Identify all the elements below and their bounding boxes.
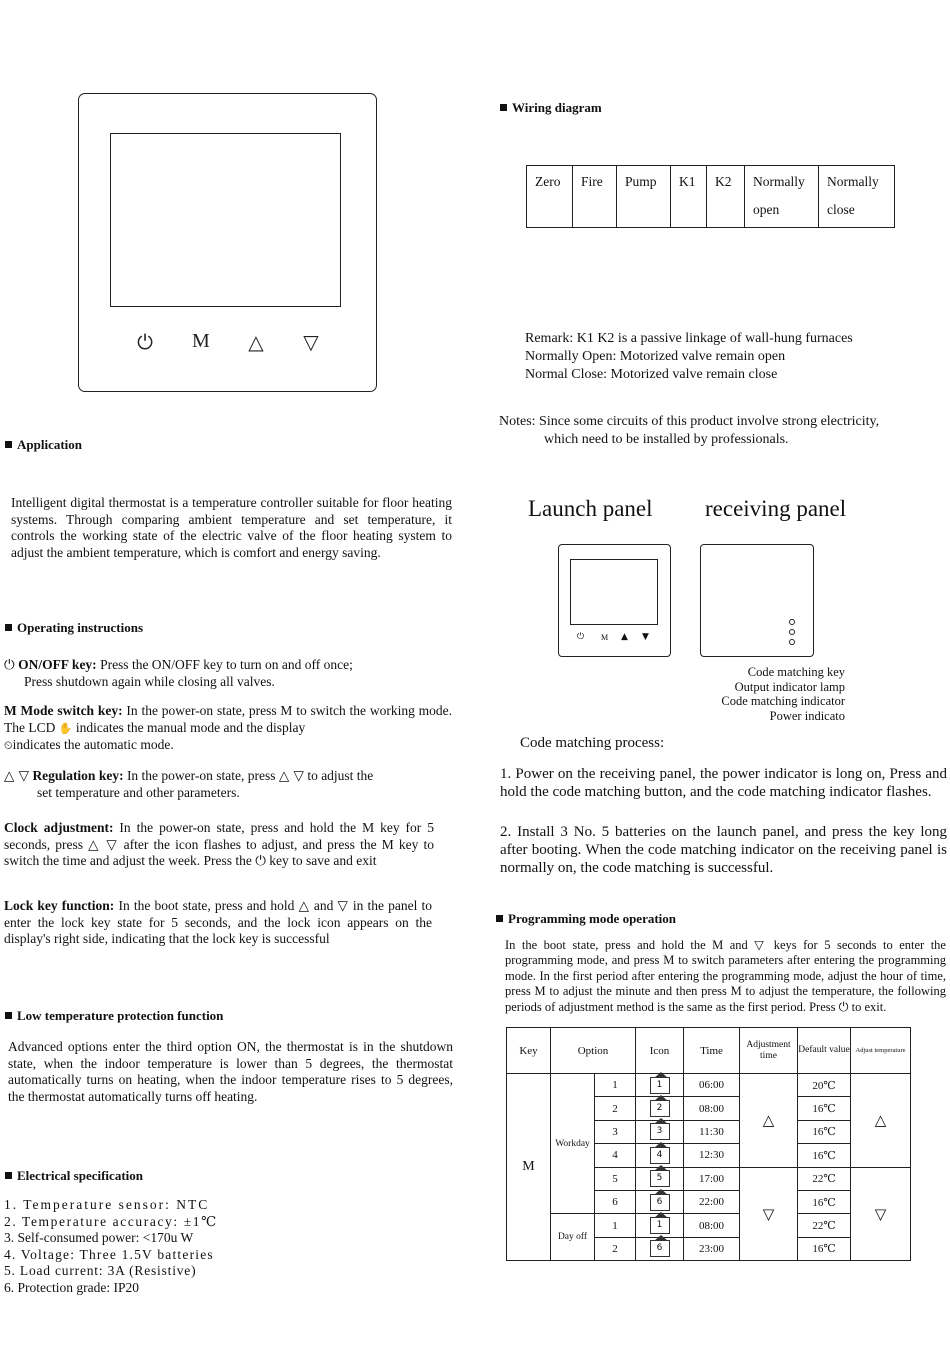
notes-line: Notes: Since some circuits of this product involve strong electricity, — [499, 414, 880, 429]
table-row — [507, 1074, 911, 1097]
house-icon: 3 — [650, 1123, 670, 1140]
up-down-icon: △ ▽ — [4, 768, 30, 784]
onoff-key-text: ⏻ ON/OFF key: Press the ON/OFF key to turn on and off once; Press shutdown again while closing all valves. — [4, 657, 353, 689]
regulation-key-text: △ ▽ Regulation key: In the power-on state, press △ ▽ to adjust the set temperature and other parameters. — [4, 768, 374, 800]
house-icon: 6 — [650, 1194, 670, 1211]
thermostat-illustration — [78, 93, 377, 392]
spec-line: 1. Temperature sensor: NTC — [4, 1197, 210, 1212]
indicator-dot — [789, 639, 795, 645]
period-number: 2 — [595, 1097, 636, 1120]
terminal-cell: Zero — [527, 166, 573, 228]
workday-cell: Workday — [551, 1074, 595, 1214]
panel-label: Code matching indicator — [721, 694, 845, 708]
spec-line: 2. Temperature accuracy: ±1℃ — [4, 1213, 218, 1229]
period-number: 1 — [595, 1214, 636, 1237]
dayoff-cell: Day off — [551, 1214, 595, 1261]
mode-key-icon: M — [601, 633, 609, 642]
terminal-cell: Pump — [617, 166, 671, 228]
down-key-icon: ▽ — [303, 330, 319, 354]
adjust-time-up-icon: △ — [740, 1074, 798, 1168]
period-time: 22:00 — [684, 1190, 740, 1213]
key-cell: M — [507, 1074, 551, 1261]
launch-panel-screen — [570, 559, 658, 625]
period-temp: 16℃ — [798, 1190, 851, 1213]
period-time: 17:00 — [684, 1167, 740, 1190]
house-icon: 1 — [650, 1217, 670, 1234]
power-key-icon: ⏻ — [577, 632, 585, 642]
up-icon: △ — [298, 898, 310, 914]
panel-label: Power indicato — [769, 708, 845, 723]
programming-heading: Programming mode operation — [496, 911, 676, 927]
house-icon: 4 — [650, 1147, 670, 1164]
programming-table — [506, 1027, 911, 1261]
electrical-list — [4, 1197, 218, 1296]
power-icon: ⏻ — [4, 657, 15, 673]
period-icon — [636, 1190, 684, 1213]
adjust-temp-down-icon: ▽ — [851, 1167, 911, 1261]
header-adjustment-time: Adjustment time — [740, 1028, 798, 1074]
period-temp: 16℃ — [798, 1144, 851, 1167]
period-temp: 20℃ — [798, 1074, 851, 1097]
receiving-panel-labels — [640, 665, 845, 723]
house-icon: 1 — [650, 1077, 670, 1094]
terminal-cell: Fire — [573, 166, 617, 228]
house-icon: 5 — [650, 1170, 670, 1187]
spec-line: 5. Load current: 3A (Resistive) — [4, 1263, 197, 1278]
up-key-icon: ▲ — [621, 632, 628, 642]
panel-label: Code matching key — [747, 665, 845, 679]
lock-key-text: Lock key function: In the boot state, press and hold △ and ▽ in the panel to enter the lock key state for 5 seconds, and the lock icon appears on the display's right side, indicating that the lock key is successful — [4, 898, 432, 946]
adjust-time-down-icon: ▽ — [740, 1167, 798, 1261]
programming-text: In the boot state, press and hold the M and ▽ keys for 5 seconds to enter the programming mode, and press M to switch parameters after entering the programming mode. In the first period after entering the programming mode, adjust the hour of time, press M to adjust the minute and then press M to adjust the temperature, the following periods of adjustment method is the same as the first period. Press ⏻ to exit. — [505, 937, 946, 1015]
code-matching-step: 1. Power on the receiving panel, the power indicator is long on, Press and hold the code matching button, and the code matching indicator flashes. — [500, 766, 947, 800]
house-icon: 2 — [650, 1100, 670, 1117]
period-temp: 16℃ — [798, 1120, 851, 1143]
up-down-icon: △ ▽ — [88, 836, 119, 853]
period-number: 5 — [595, 1167, 636, 1190]
terminal-cell: K2 — [707, 166, 745, 228]
period-icon — [636, 1120, 684, 1143]
period-number: 2 — [595, 1237, 636, 1260]
header-key: Key — [507, 1028, 551, 1074]
panel-label: Output indicator lamp — [734, 679, 845, 694]
terminal-cell: K1 — [671, 166, 707, 228]
receiving-panel-illustration — [700, 544, 814, 657]
period-temp: 16℃ — [798, 1237, 851, 1260]
period-icon — [636, 1167, 684, 1190]
mode-key-icon: M — [192, 330, 210, 352]
period-temp: 22℃ — [798, 1167, 851, 1190]
wiring-remarks — [525, 330, 853, 384]
launch-panel-title: Launch panel — [528, 496, 653, 521]
down-key-icon: ▼ — [642, 632, 649, 642]
remark-line: Remark: K1 K2 is a passive linkage of wall-hung furnaces — [525, 331, 853, 346]
operating-heading: Operating instructions — [5, 620, 143, 636]
header-time: Time — [684, 1028, 740, 1074]
period-number: 4 — [595, 1144, 636, 1167]
period-icon — [636, 1097, 684, 1120]
header-icon: Icon — [636, 1028, 684, 1074]
power-key-icon: ⏻ — [137, 330, 153, 354]
down-icon: ▽ — [337, 898, 349, 914]
clock-adjustment-text: Clock adjustment: In the power-on state, press and hold the M key for 5 seconds, press △ ▽ after the icon flashes to adjust, and press the M key to switch the time and adjust the week. Press the ⏻ key to save and exit — [4, 820, 434, 869]
wiring-notes — [499, 413, 879, 449]
period-temp: 16℃ — [798, 1097, 851, 1120]
hand-icon: ✋ — [58, 721, 73, 735]
wiring-terminal-table — [526, 165, 895, 228]
period-time: 06:00 — [684, 1074, 740, 1097]
period-icon — [636, 1144, 684, 1167]
launch-panel-illustration — [558, 544, 671, 657]
spec-line: 3. Self-consumed power: <170u W — [4, 1230, 194, 1245]
period-number: 6 — [595, 1190, 636, 1213]
application-heading: Application — [5, 437, 82, 453]
lowtemp-text: Advanced options enter the third option ON, the thermostat is in the shutdown state, when the indoor temperature is lower than 5 degrees, the thermostat automatically turns on heating, when the indoor temperature rises to 5 degrees, the thermostat automatically turns off heating. — [8, 1039, 453, 1104]
mode-key-text: M Mode switch key: In the power-on state, press M to switch the working mode. The LCD ✋ indicates the manual mode and the display ⏲indicates the automatic mode. — [4, 703, 452, 752]
house-icon: 6 — [650, 1240, 670, 1257]
power-icon: ⏻ — [838, 999, 849, 1015]
clock-icon: ⏲ — [4, 739, 13, 752]
period-temp: 22℃ — [798, 1214, 851, 1237]
code-matching-title: Code matching process: — [520, 735, 665, 751]
up-key-icon: △ — [248, 330, 264, 354]
application-text: Intelligent digital thermostat is a temperature controller suitable for floor heating systems. Through comparing ambient temperature and set temperature, it controls the working state of the electric valve of the floor heating system to adjust the ambient temperature, which is comfort and energy saving. — [11, 495, 452, 560]
period-time: 12:30 — [684, 1144, 740, 1167]
lcd-screen — [110, 133, 341, 307]
period-icon — [636, 1074, 684, 1097]
receiving-panel-title: receiving panel — [705, 496, 847, 521]
remark-line: Normal Close: Motorized valve remain close — [525, 367, 778, 382]
lowtemp-heading: Low temperature protection function — [5, 1008, 223, 1024]
remark-line: Normally Open: Motorized valve remain open — [525, 349, 786, 364]
period-time: 23:00 — [684, 1237, 740, 1260]
notes-line: which need to be installed by professionals. — [544, 432, 789, 447]
header-default-value: Default value — [798, 1028, 851, 1074]
header-adjust-temperature: Adjust temperature — [851, 1028, 911, 1074]
spec-line: 4. Voltage: Three 1.5V batteries — [4, 1246, 214, 1262]
wiring-heading: Wiring diagram — [500, 100, 602, 116]
period-number: 3 — [595, 1120, 636, 1143]
power-icon: ⏻ — [255, 853, 266, 869]
adjust-temp-up-icon: △ — [851, 1074, 911, 1168]
code-matching-step: 2. Install 3 No. 5 batteries on the launch panel, and press the key long after booting. When the code matching indicator on the receiving panel is normally on, the code matching is successful. — [500, 824, 947, 876]
terminal-cell: Normally open — [745, 166, 819, 228]
period-time: 08:00 — [684, 1097, 740, 1120]
period-number: 1 — [595, 1074, 636, 1097]
header-option: Option — [551, 1028, 636, 1074]
terminal-cell: Normally close — [819, 166, 895, 228]
indicator-dot — [789, 619, 795, 625]
period-time: 11:30 — [684, 1120, 740, 1143]
spec-line: 6. Protection grade: IP20 — [4, 1279, 139, 1295]
down-icon: ▽ — [754, 937, 768, 952]
table-row — [507, 1214, 911, 1237]
period-icon — [636, 1237, 684, 1260]
indicator-dot — [789, 629, 795, 635]
period-time: 08:00 — [684, 1214, 740, 1237]
electrical-heading: Electrical specification — [5, 1168, 143, 1184]
up-down-icon: △ ▽ — [278, 768, 304, 784]
period-icon — [636, 1214, 684, 1237]
